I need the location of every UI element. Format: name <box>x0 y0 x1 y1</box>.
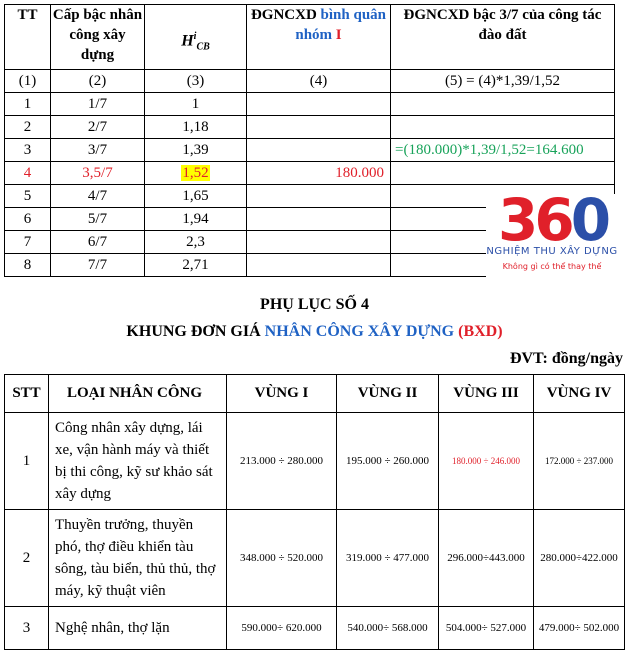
row-tt: 7 <box>5 231 51 254</box>
row-labor-type: Thuyền trưởng, thuyền phó, thợ điều khiển tàu sông, tàu biển, thủ thủ, thợ máy, kỹ thuật viên <box>49 510 227 607</box>
row-average <box>247 231 391 254</box>
header-coefficient <box>145 5 247 70</box>
brand-logo <box>486 186 618 280</box>
row-tt: 2 <box>5 116 51 139</box>
header-region-3: VÙNG III <box>439 375 534 413</box>
row-result <box>391 162 615 185</box>
index-cell: (5) = (4)*1,39/1,52 <box>391 70 615 93</box>
row-coefficient <box>145 162 247 185</box>
row-stt: 2 <box>5 510 49 607</box>
row-grade: 3/7 <box>51 139 145 162</box>
header-result: ĐGNCXD bậc 3/7 của công tác đào đất <box>391 5 615 70</box>
logo-number: 360 <box>498 186 608 254</box>
index-cell: (2) <box>51 70 145 93</box>
table-row <box>5 139 615 162</box>
table-row <box>5 413 625 510</box>
row-region-4: 280.000÷422.000 <box>534 510 625 607</box>
row-grade: 2/7 <box>51 116 145 139</box>
table-row <box>5 607 625 650</box>
row-average <box>247 116 391 139</box>
highlighted-coefficient: 1,52 <box>182 164 209 181</box>
table-header-row <box>5 5 615 70</box>
row-tt: 4 <box>5 162 51 185</box>
row-region-3: 504.000÷ 527.000 <box>439 607 534 650</box>
index-cell: (4) <box>247 70 391 93</box>
row-grade: 7/7 <box>51 254 145 277</box>
row-grade: 3,5/7 <box>51 162 145 185</box>
row-labor-type: Công nhân xây dựng, lái xe, vận hành máy và thiết bị thi công, kỹ sư khảo sát xây dựng <box>49 413 227 510</box>
row-grade: 6/7 <box>51 231 145 254</box>
row-average <box>247 93 391 116</box>
row-average <box>247 254 391 277</box>
row-grade: 1/7 <box>51 93 145 116</box>
row-coefficient: 1,94 <box>145 208 247 231</box>
row-region-1: 213.000 ÷ 280.000 <box>227 413 337 510</box>
header-region-1: VÙNG I <box>227 375 337 413</box>
row-tt: 6 <box>5 208 51 231</box>
row-coefficient: 1,39 <box>145 139 247 162</box>
row-tt: 8 <box>5 254 51 277</box>
row-region-2: 540.000÷ 568.000 <box>337 607 439 650</box>
row-grade: 5/7 <box>51 208 145 231</box>
appendix-title: PHỤ LỤC SỐ 4 <box>260 296 369 313</box>
row-coefficient: 2,3 <box>145 231 247 254</box>
row-coefficient: 1 <box>145 93 247 116</box>
table-row-highlighted <box>5 162 615 185</box>
row-average <box>247 185 391 208</box>
table-row <box>5 116 615 139</box>
wage-frame-table <box>4 374 625 650</box>
row-average <box>247 208 391 231</box>
row-region-4: 479.000÷ 502.000 <box>534 607 625 650</box>
header-tt: TT <box>5 5 51 70</box>
row-labor-type: Nghệ nhân, thợ lặn <box>49 607 227 650</box>
index-cell: (3) <box>145 70 247 93</box>
index-cell: (1) <box>5 70 51 93</box>
row-average: 180.000 <box>247 162 391 185</box>
row-tt: 5 <box>5 185 51 208</box>
row-region-4: 172.000 ÷ 237.000 <box>534 413 625 510</box>
header-group-average: ĐGNCXD bình quân nhóm I <box>247 5 391 70</box>
row-region-2: 195.000 ÷ 260.000 <box>337 413 439 510</box>
header-stt: STT <box>5 375 49 413</box>
header-region-4: VÙNG IV <box>534 375 625 413</box>
row-region-3: 296.000÷443.000 <box>439 510 534 607</box>
row-result <box>391 93 615 116</box>
row-coefficient: 1,18 <box>145 116 247 139</box>
logo-slogan: Không gì có thể thay thế <box>502 262 602 271</box>
row-grade: 4/7 <box>51 185 145 208</box>
logo-tagline: NGHIỆM THU XÂY DỰNG <box>486 246 618 257</box>
row-coefficient: 2,71 <box>145 254 247 277</box>
row-result: =(180.000)*1,39/1,52=164.600 <box>391 139 615 162</box>
row-tt: 1 <box>5 93 51 116</box>
header-region-2: VÙNG II <box>337 375 439 413</box>
index-row <box>5 70 615 93</box>
row-region-1: 348.000 ÷ 520.000 <box>227 510 337 607</box>
row-coefficient: 1,65 <box>145 185 247 208</box>
row-tt: 3 <box>5 139 51 162</box>
row-average <box>247 139 391 162</box>
table-header-row <box>5 375 625 413</box>
table-row <box>5 93 615 116</box>
frame-title: KHUNG ĐƠN GIÁ NHÂN CÔNG XÂY DỰNG (BXD) <box>126 323 503 340</box>
row-stt: 1 <box>5 413 49 510</box>
row-region-1: 590.000÷ 620.000 <box>227 607 337 650</box>
row-region-2: 319.000 ÷ 477.000 <box>337 510 439 607</box>
header-labor-type: LOẠI NHÂN CÔNG <box>49 375 227 413</box>
coefficient-formula: $H^i_{CB}$ <box>181 31 210 53</box>
table-row <box>5 510 625 607</box>
unit-label: ĐVT: đồng/ngày <box>509 350 623 367</box>
row-result <box>391 116 615 139</box>
row-region-3: 180.000 ÷ 246.000 <box>439 413 534 510</box>
row-stt: 3 <box>5 607 49 650</box>
header-grade: Cấp bậc nhân công xây dựng <box>51 5 145 70</box>
